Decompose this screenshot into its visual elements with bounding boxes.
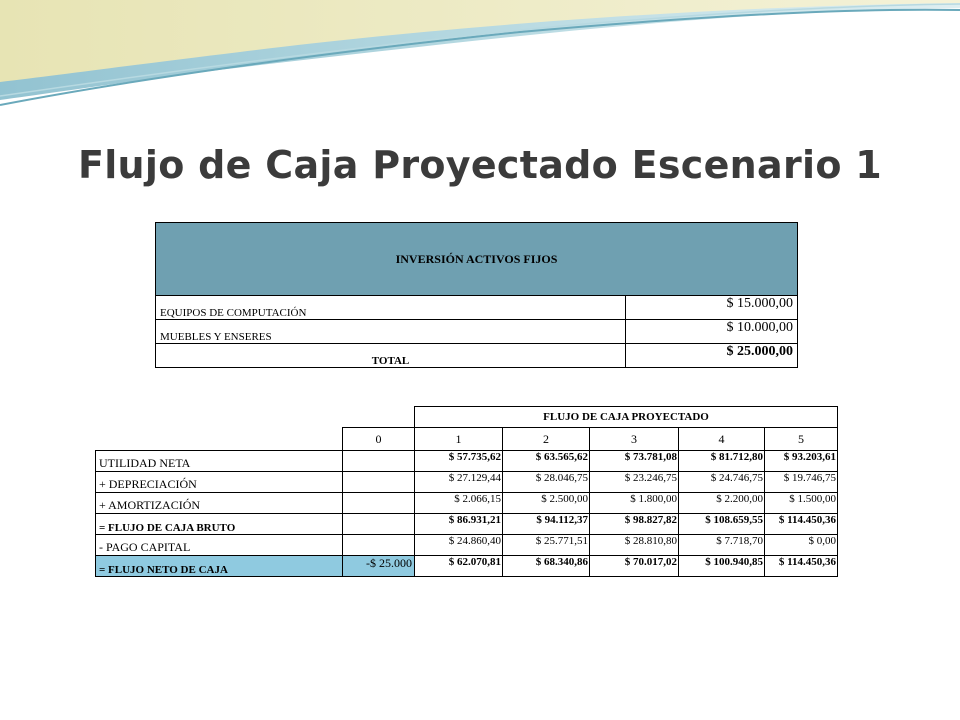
cell-value: $ 19.746,75	[765, 472, 838, 493]
cell-value: $ 7.718,70	[679, 535, 765, 556]
year0-value	[343, 514, 415, 535]
cell-value: $ 86.931,21	[415, 514, 503, 535]
row-label: + DEPRECIACIÓN	[96, 472, 343, 493]
table-row	[96, 451, 838, 472]
year-header: 4	[679, 428, 765, 451]
header-swoosh-decoration	[0, 0, 960, 110]
table-row	[156, 320, 798, 344]
cell-value: $ 24.746,75	[679, 472, 765, 493]
year-header: 2	[503, 428, 590, 451]
cell-value: $ 62.070,81	[415, 556, 503, 577]
cell-value: $ 57.735,62	[415, 451, 503, 472]
cell-value: $ 94.112,37	[503, 514, 590, 535]
cell-value: $ 2.500,00	[503, 493, 590, 514]
fixed-assets-table	[155, 222, 798, 368]
cell-value: $ 63.565,62	[503, 451, 590, 472]
table-row	[96, 493, 838, 514]
year-header: 3	[590, 428, 679, 451]
row-label: = FLUJO NETO DE CAJA	[96, 556, 343, 577]
asset-value: $ 15.000,00	[626, 296, 798, 320]
cell-value: $ 27.129,44	[415, 472, 503, 493]
page-title: Flujo de Caja Proyectado Escenario 1	[77, 143, 883, 187]
table-row	[156, 296, 798, 320]
cell-value: $ 68.340,86	[503, 556, 590, 577]
cell-value: $ 2.200,00	[679, 493, 765, 514]
years-row	[96, 428, 838, 451]
row-label: = FLUJO DE CAJA BRUTO	[96, 514, 343, 535]
table-row	[96, 535, 838, 556]
cell-value: $ 73.781,08	[590, 451, 679, 472]
cell-value: $ 28.810,80	[590, 535, 679, 556]
cash-flow-header: FLUJO DE CAJA PROYECTADO	[415, 407, 838, 428]
cell-value: $ 2.066,15	[415, 493, 503, 514]
total-label: TOTAL	[156, 344, 626, 368]
year0-value	[343, 451, 415, 472]
cell-value: $ 100.940,85	[679, 556, 765, 577]
fixed-assets-header: INVERSIÓN ACTIVOS FIJOS	[156, 223, 798, 296]
year0-value: -$ 25.000	[343, 556, 415, 577]
cell-value: $ 98.827,82	[590, 514, 679, 535]
cell-value: $ 0,00	[765, 535, 838, 556]
year0-value	[343, 535, 415, 556]
cell-value: $ 1.500,00	[765, 493, 838, 514]
cell-value: $ 81.712,80	[679, 451, 765, 472]
asset-label: MUEBLES Y ENSERES	[156, 320, 626, 344]
cell-value: $ 28.046,75	[503, 472, 590, 493]
cell-value: $ 25.771,51	[503, 535, 590, 556]
cell-value: $ 108.659,55	[679, 514, 765, 535]
cell-value: $ 24.860,40	[415, 535, 503, 556]
asset-label: EQUIPOS DE COMPUTACIÓN	[156, 296, 626, 320]
cell-value: $ 1.800,00	[590, 493, 679, 514]
row-label: UTILIDAD NETA	[96, 451, 343, 472]
table-row	[96, 514, 838, 535]
cell-value: $ 23.246,75	[590, 472, 679, 493]
total-row	[156, 344, 798, 368]
net-cash-flow-row	[96, 556, 838, 577]
row-label: + AMORTIZACIÓN	[96, 493, 343, 514]
asset-value: $ 10.000,00	[626, 320, 798, 344]
cash-flow-table	[95, 406, 838, 577]
year-header: 0	[343, 428, 415, 451]
cell-value: $ 114.450,36	[765, 556, 838, 577]
total-value: $ 25.000,00	[626, 344, 798, 368]
table-row	[96, 472, 838, 493]
cell-value: $ 70.017,02	[590, 556, 679, 577]
row-label: - PAGO CAPITAL	[96, 535, 343, 556]
year-header: 1	[415, 428, 503, 451]
year0-value	[343, 472, 415, 493]
year0-value	[343, 493, 415, 514]
year-header: 5	[765, 428, 838, 451]
cell-value: $ 114.450,36	[765, 514, 838, 535]
cell-value: $ 93.203,61	[765, 451, 838, 472]
